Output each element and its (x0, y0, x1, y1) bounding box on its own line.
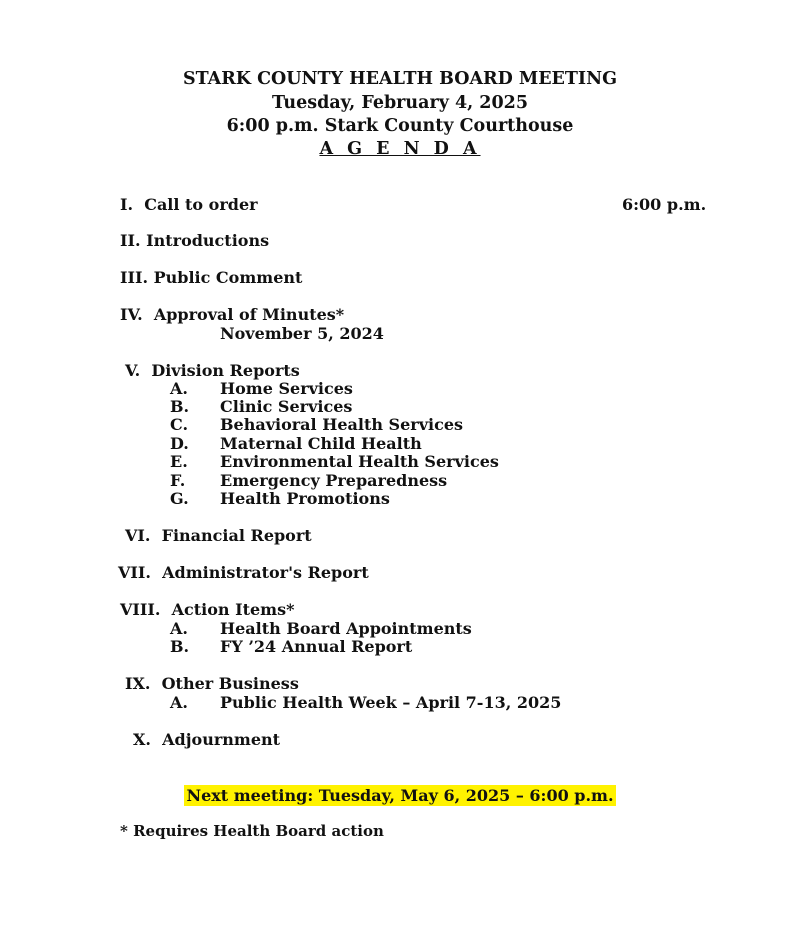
item-number: X. (133, 730, 151, 749)
item-label: Financial Report (161, 526, 312, 545)
sub-item-letter: D. (170, 434, 189, 453)
footnote: * Requires Health Board action (120, 822, 384, 840)
call-to-order-time: 6:00 p.m. (622, 195, 707, 214)
sub-item-letter: C. (170, 415, 189, 434)
agenda-item-8 (120, 601, 294, 619)
sub-item-text: Health Promotions (220, 489, 390, 508)
item-number: VII. (118, 563, 151, 582)
meeting-date: Tuesday, February 4, 2025 (271, 93, 529, 113)
agenda-item-3 (120, 269, 302, 287)
sub-item-text: Health Board Appointments (220, 619, 472, 638)
agenda-item-9 (125, 675, 299, 693)
agenda-item-2 (120, 232, 269, 250)
item-label: Public Comment (153, 268, 303, 287)
sub-item-letter: E. (170, 452, 188, 471)
sub-item-text: Emergency Preparedness (220, 471, 448, 490)
item-label: Other Business (161, 674, 299, 693)
next-meeting-highlight: Next meeting: Tuesday, May 6, 2025 – 6:00 p.m. (186, 786, 614, 805)
item-label: Administrator's Report (162, 563, 369, 582)
meeting-title: STARK COUNTY HEALTH BOARD MEETING (182, 69, 618, 89)
item-label: Action Items* (171, 600, 295, 619)
item-number: VI. (125, 526, 151, 545)
meeting-time-place: 6:00 p.m. Stark County Courthouse (226, 116, 574, 136)
agenda-item-6 (125, 527, 312, 545)
agenda-heading (0, 137, 800, 161)
agenda-item-5 (125, 362, 300, 380)
minutes-date: November 5, 2024 (220, 324, 384, 343)
sub-item-letter: A. (170, 693, 188, 712)
item-number: IX. (125, 674, 151, 693)
item-label: Division Reports (151, 361, 300, 380)
sub-item-text: Environmental Health Services (220, 452, 499, 471)
sub-item-text: FY ’24 Annual Report (220, 637, 413, 656)
next-meeting-row (0, 787, 800, 805)
sub-item-text: Home Services (220, 379, 353, 398)
sub-item-letter: G. (170, 489, 189, 508)
item-label: Call to order (144, 195, 258, 214)
item-number: I. (120, 195, 134, 214)
sub-item-text: Maternal Child Health (220, 434, 422, 453)
sub-item-letter: B. (170, 397, 190, 416)
item-number: VIII. (120, 600, 161, 619)
sub-item-text: Clinic Services (220, 397, 353, 416)
sub-item-letter: B. (170, 637, 190, 656)
item-number: II. (120, 231, 141, 250)
item-label: Adjournment (162, 730, 281, 749)
item-number: IV. (120, 305, 143, 324)
item-number: III. (120, 268, 149, 287)
agenda-label: A G E N D A (319, 139, 481, 159)
item-label: Approval of Minutes* (153, 305, 345, 324)
sub-item-letter: A. (170, 619, 188, 638)
item-number: V. (125, 361, 141, 380)
sub-item-text: Behavioral Health Services (220, 415, 463, 434)
sub-item-text: Public Health Week – April 7-13, 2025 (220, 693, 562, 712)
sub-item-letter: F. (170, 471, 186, 490)
item-label: Introductions (146, 231, 270, 250)
sub-item-letter: A. (170, 379, 188, 398)
agenda-item-7 (118, 564, 369, 582)
agenda-item-10 (133, 731, 280, 749)
agenda-item-1 (120, 196, 258, 214)
agenda-item-4 (120, 306, 344, 324)
